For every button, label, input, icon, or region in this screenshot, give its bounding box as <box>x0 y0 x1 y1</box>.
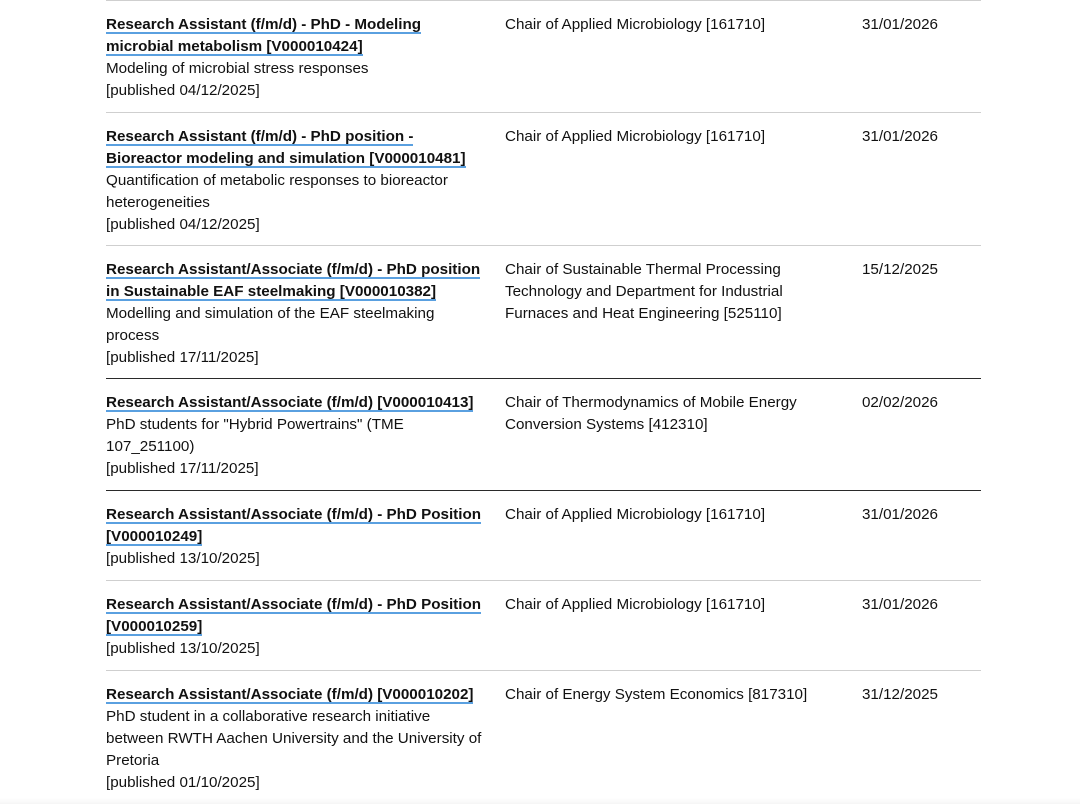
job-published-date: [published 17/11/2025] <box>106 458 486 480</box>
job-deadline: 02/02/2026 <box>840 392 960 414</box>
job-department: Chair of Applied Microbiology [161710] <box>505 594 815 616</box>
job-deadline: 31/01/2026 <box>840 594 960 616</box>
job-published-date: [published 13/10/2025] <box>106 638 486 660</box>
table-row <box>106 112 981 246</box>
table-row <box>106 490 981 581</box>
job-published-date: [published 04/12/2025] <box>106 80 486 102</box>
job-deadline: 31/12/2025 <box>840 684 960 706</box>
job-deadline: 31/01/2026 <box>840 14 960 36</box>
job-published-date: [published 13/10/2025] <box>106 548 486 570</box>
table-row <box>106 0 981 113</box>
job-department: Chair of Applied Microbiology [161710] <box>505 504 815 526</box>
job-title-cell <box>106 126 486 236</box>
job-title-link[interactable]: Research Assistant/Associate (f/m/d) - PhD position in Sustainable EAF steelmaking [V000010382] <box>106 261 480 301</box>
table-row <box>106 580 981 671</box>
job-deadline: 15/12/2025 <box>840 259 960 281</box>
job-title-cell <box>106 259 486 369</box>
job-department: Chair of Applied Microbiology [161710] <box>505 14 815 36</box>
table-row <box>106 378 981 491</box>
job-title-cell <box>106 14 486 102</box>
job-title-link[interactable]: Research Assistant/Associate (f/m/d) - PhD Position [V000010249] <box>106 506 481 546</box>
job-description: Modelling and simulation of the EAF steelmaking process <box>106 303 486 347</box>
job-title-cell <box>106 684 486 794</box>
job-title-link[interactable]: Research Assistant/Associate (f/m/d) [V000010413] <box>106 394 473 412</box>
job-description: Quantification of metabolic responses to bioreactor heterogeneities <box>106 170 486 214</box>
table-row <box>106 245 981 379</box>
job-department: Chair of Thermodynamics of Mobile Energy Conversion Systems [412310] <box>505 392 815 436</box>
job-title-link[interactable]: Research Assistant/Associate (f/m/d) [V000010202] <box>106 686 473 704</box>
job-department: Chair of Energy System Economics [817310] <box>505 684 815 706</box>
job-title-cell <box>106 504 486 570</box>
job-description: Modeling of microbial stress responses <box>106 58 486 80</box>
job-title-cell <box>106 392 486 480</box>
job-description: PhD student in a collaborative research initiative between RWTH Aachen University and the University of Pretoria <box>106 706 486 772</box>
job-title-link[interactable]: Research Assistant/Associate (f/m/d) - PhD Position [V000010259] <box>106 596 481 636</box>
job-department: Chair of Sustainable Thermal Processing Technology and Department for Industrial Furnaces and Heat Engineering [525110] <box>505 259 815 325</box>
table-row <box>106 670 981 805</box>
job-published-date: [published 04/12/2025] <box>106 214 486 236</box>
job-deadline: 31/01/2026 <box>840 504 960 526</box>
job-deadline: 31/01/2026 <box>840 126 960 148</box>
job-title-link[interactable]: Research Assistant (f/m/d) - PhD - Modeling microbial metabolism [V000010424] <box>106 16 421 56</box>
bottom-shadow <box>0 798 1080 804</box>
job-title-cell <box>106 594 486 660</box>
job-published-date: [published 01/10/2025] <box>106 772 486 794</box>
job-published-date: [published 17/11/2025] <box>106 347 486 369</box>
job-description: PhD students for "Hybrid Powertrains" (TME 107_251100) <box>106 414 486 458</box>
job-department: Chair of Applied Microbiology [161710] <box>505 126 815 148</box>
job-title-link[interactable]: Research Assistant (f/m/d) - PhD position - Bioreactor modeling and simulation [V000010481] <box>106 128 466 168</box>
